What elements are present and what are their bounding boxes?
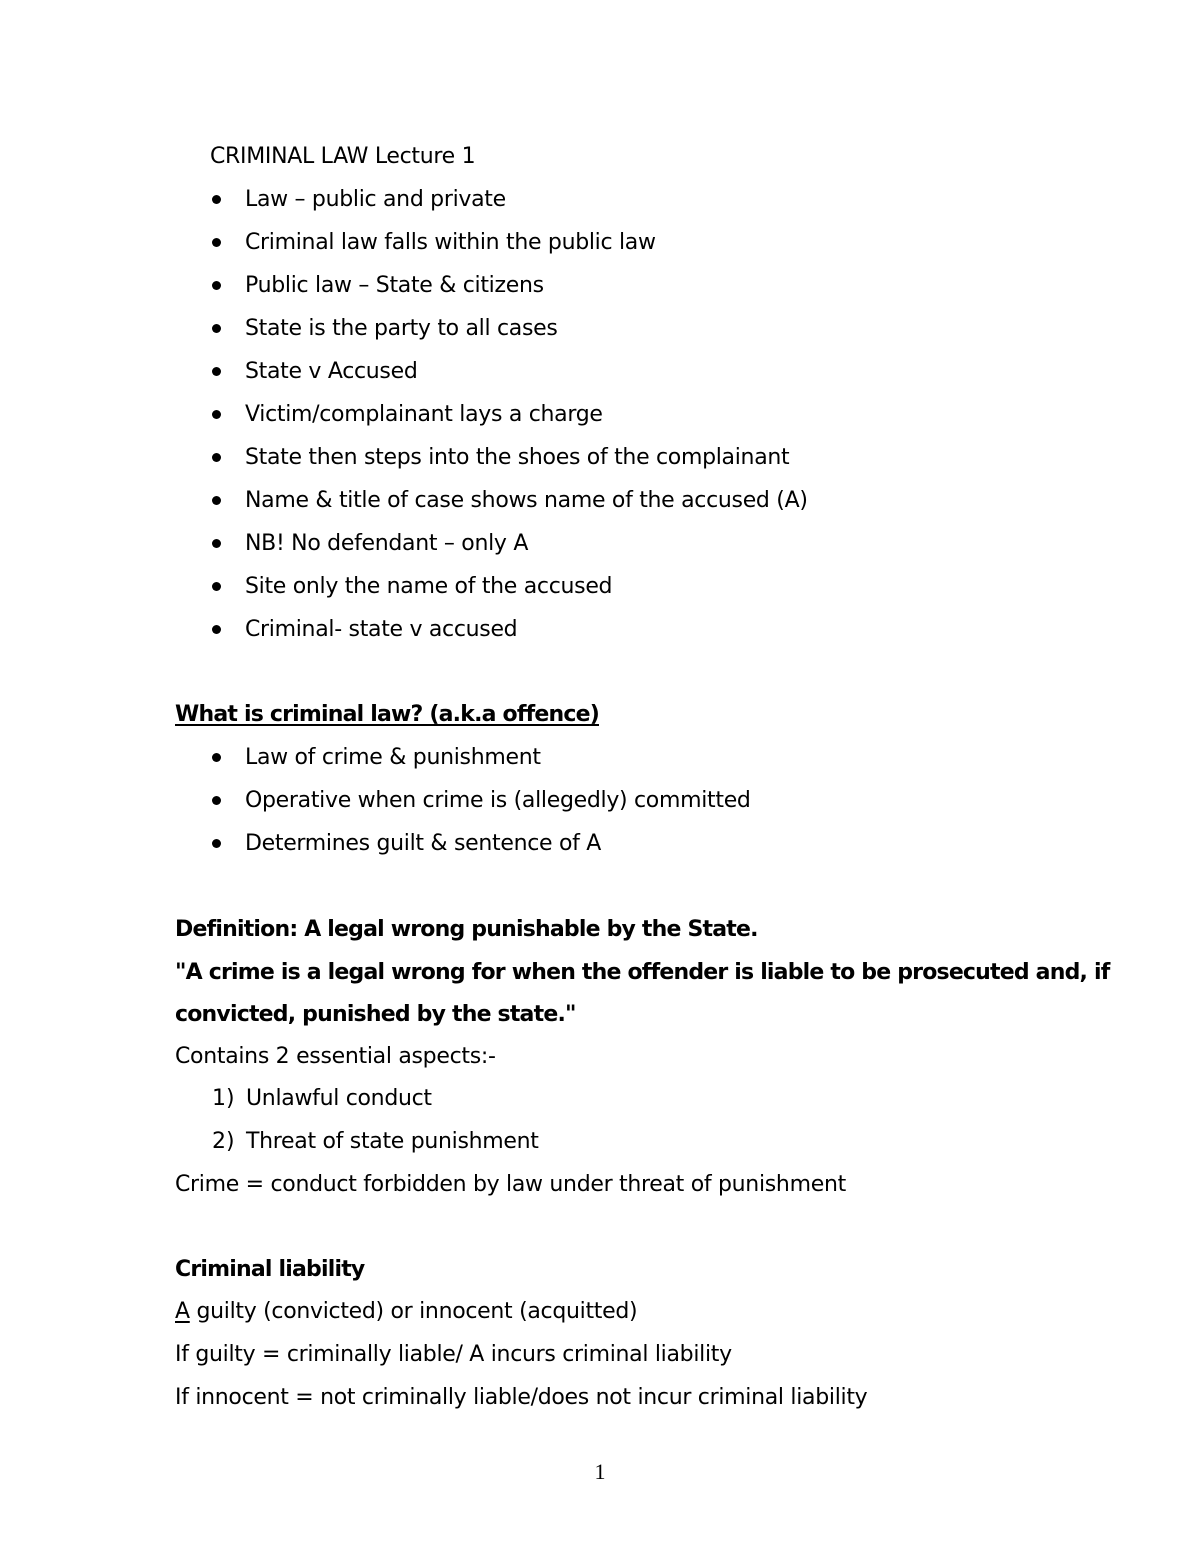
list-item: Criminal- state v accused <box>245 617 518 642</box>
aspects-intro: Contains 2 essential aspects:- <box>175 1044 496 1069</box>
list-item: Victim/complainant lays a charge <box>245 402 603 427</box>
list-item: Name & title of case shows name of the accused (A) <box>245 488 808 513</box>
document-title: CRIMINAL LAW Lecture 1 <box>210 144 476 169</box>
section-heading-criminal-liability: Criminal liability <box>175 1257 365 1282</box>
bullet-dot <box>212 625 221 634</box>
liability-line-1 <box>175 1297 637 1327</box>
bullet-dot <box>212 195 221 204</box>
list-item: Unlawful conduct <box>246 1086 432 1111</box>
list-number: 2) <box>212 1129 235 1154</box>
list-item: State v Accused <box>245 359 418 384</box>
list-item: Threat of state punishment <box>246 1129 539 1154</box>
list-item: Public law – State & citizens <box>245 273 544 298</box>
bullet-dot <box>212 796 221 805</box>
list-item: State then steps into the shoes of the complainant <box>245 445 790 470</box>
list-item: Determines guilt & sentence of A <box>245 831 601 856</box>
page-number: 1 <box>594 1459 606 1484</box>
bullet-dot <box>212 453 221 462</box>
accused-abbreviation: A <box>175 1299 190 1324</box>
bullet-dot <box>212 839 221 848</box>
crime-summary: Crime = conduct forbidden by law under threat of punishment <box>175 1172 846 1197</box>
bullet-dot <box>212 324 221 333</box>
bullet-dot <box>212 281 221 290</box>
bullet-dot <box>212 496 221 505</box>
bullet-dot <box>212 539 221 548</box>
definition-line: Definition: A legal wrong punishable by the State. <box>175 917 758 942</box>
list-item: State is the party to all cases <box>245 316 558 341</box>
liability-line-1-text: guilty (convicted) or innocent (acquitted) <box>189 1299 638 1324</box>
section-heading-what-is-criminal-law: What is criminal law? (a.k.a offence) <box>175 702 599 727</box>
list-item: Law of crime & punishment <box>245 745 541 770</box>
bullet-dot <box>212 238 221 247</box>
liability-line-3: If innocent = not criminally liable/does not incur criminal liability <box>175 1385 868 1410</box>
list-number: 1) <box>212 1086 235 1111</box>
list-item: Operative when crime is (allegedly) committed <box>245 788 751 813</box>
bullet-dot <box>212 753 221 762</box>
liability-line-2: If guilty = criminally liable/ A incurs criminal liability <box>175 1342 732 1367</box>
list-item: Site only the name of the accused <box>245 574 613 599</box>
bullet-dot <box>212 367 221 376</box>
bullet-dot <box>212 582 221 591</box>
bullet-dot <box>212 410 221 419</box>
definition-quote-line-1: "A crime is a legal wrong for when the offender is liable to be prosecuted and, if <box>175 960 1110 985</box>
definition-quote-line-2: convicted, punished by the state." <box>175 1002 576 1027</box>
list-item: NB! No defendant – only A <box>245 531 529 556</box>
list-item: Criminal law falls within the public law <box>245 230 656 255</box>
list-item: Law – public and private <box>245 187 506 212</box>
